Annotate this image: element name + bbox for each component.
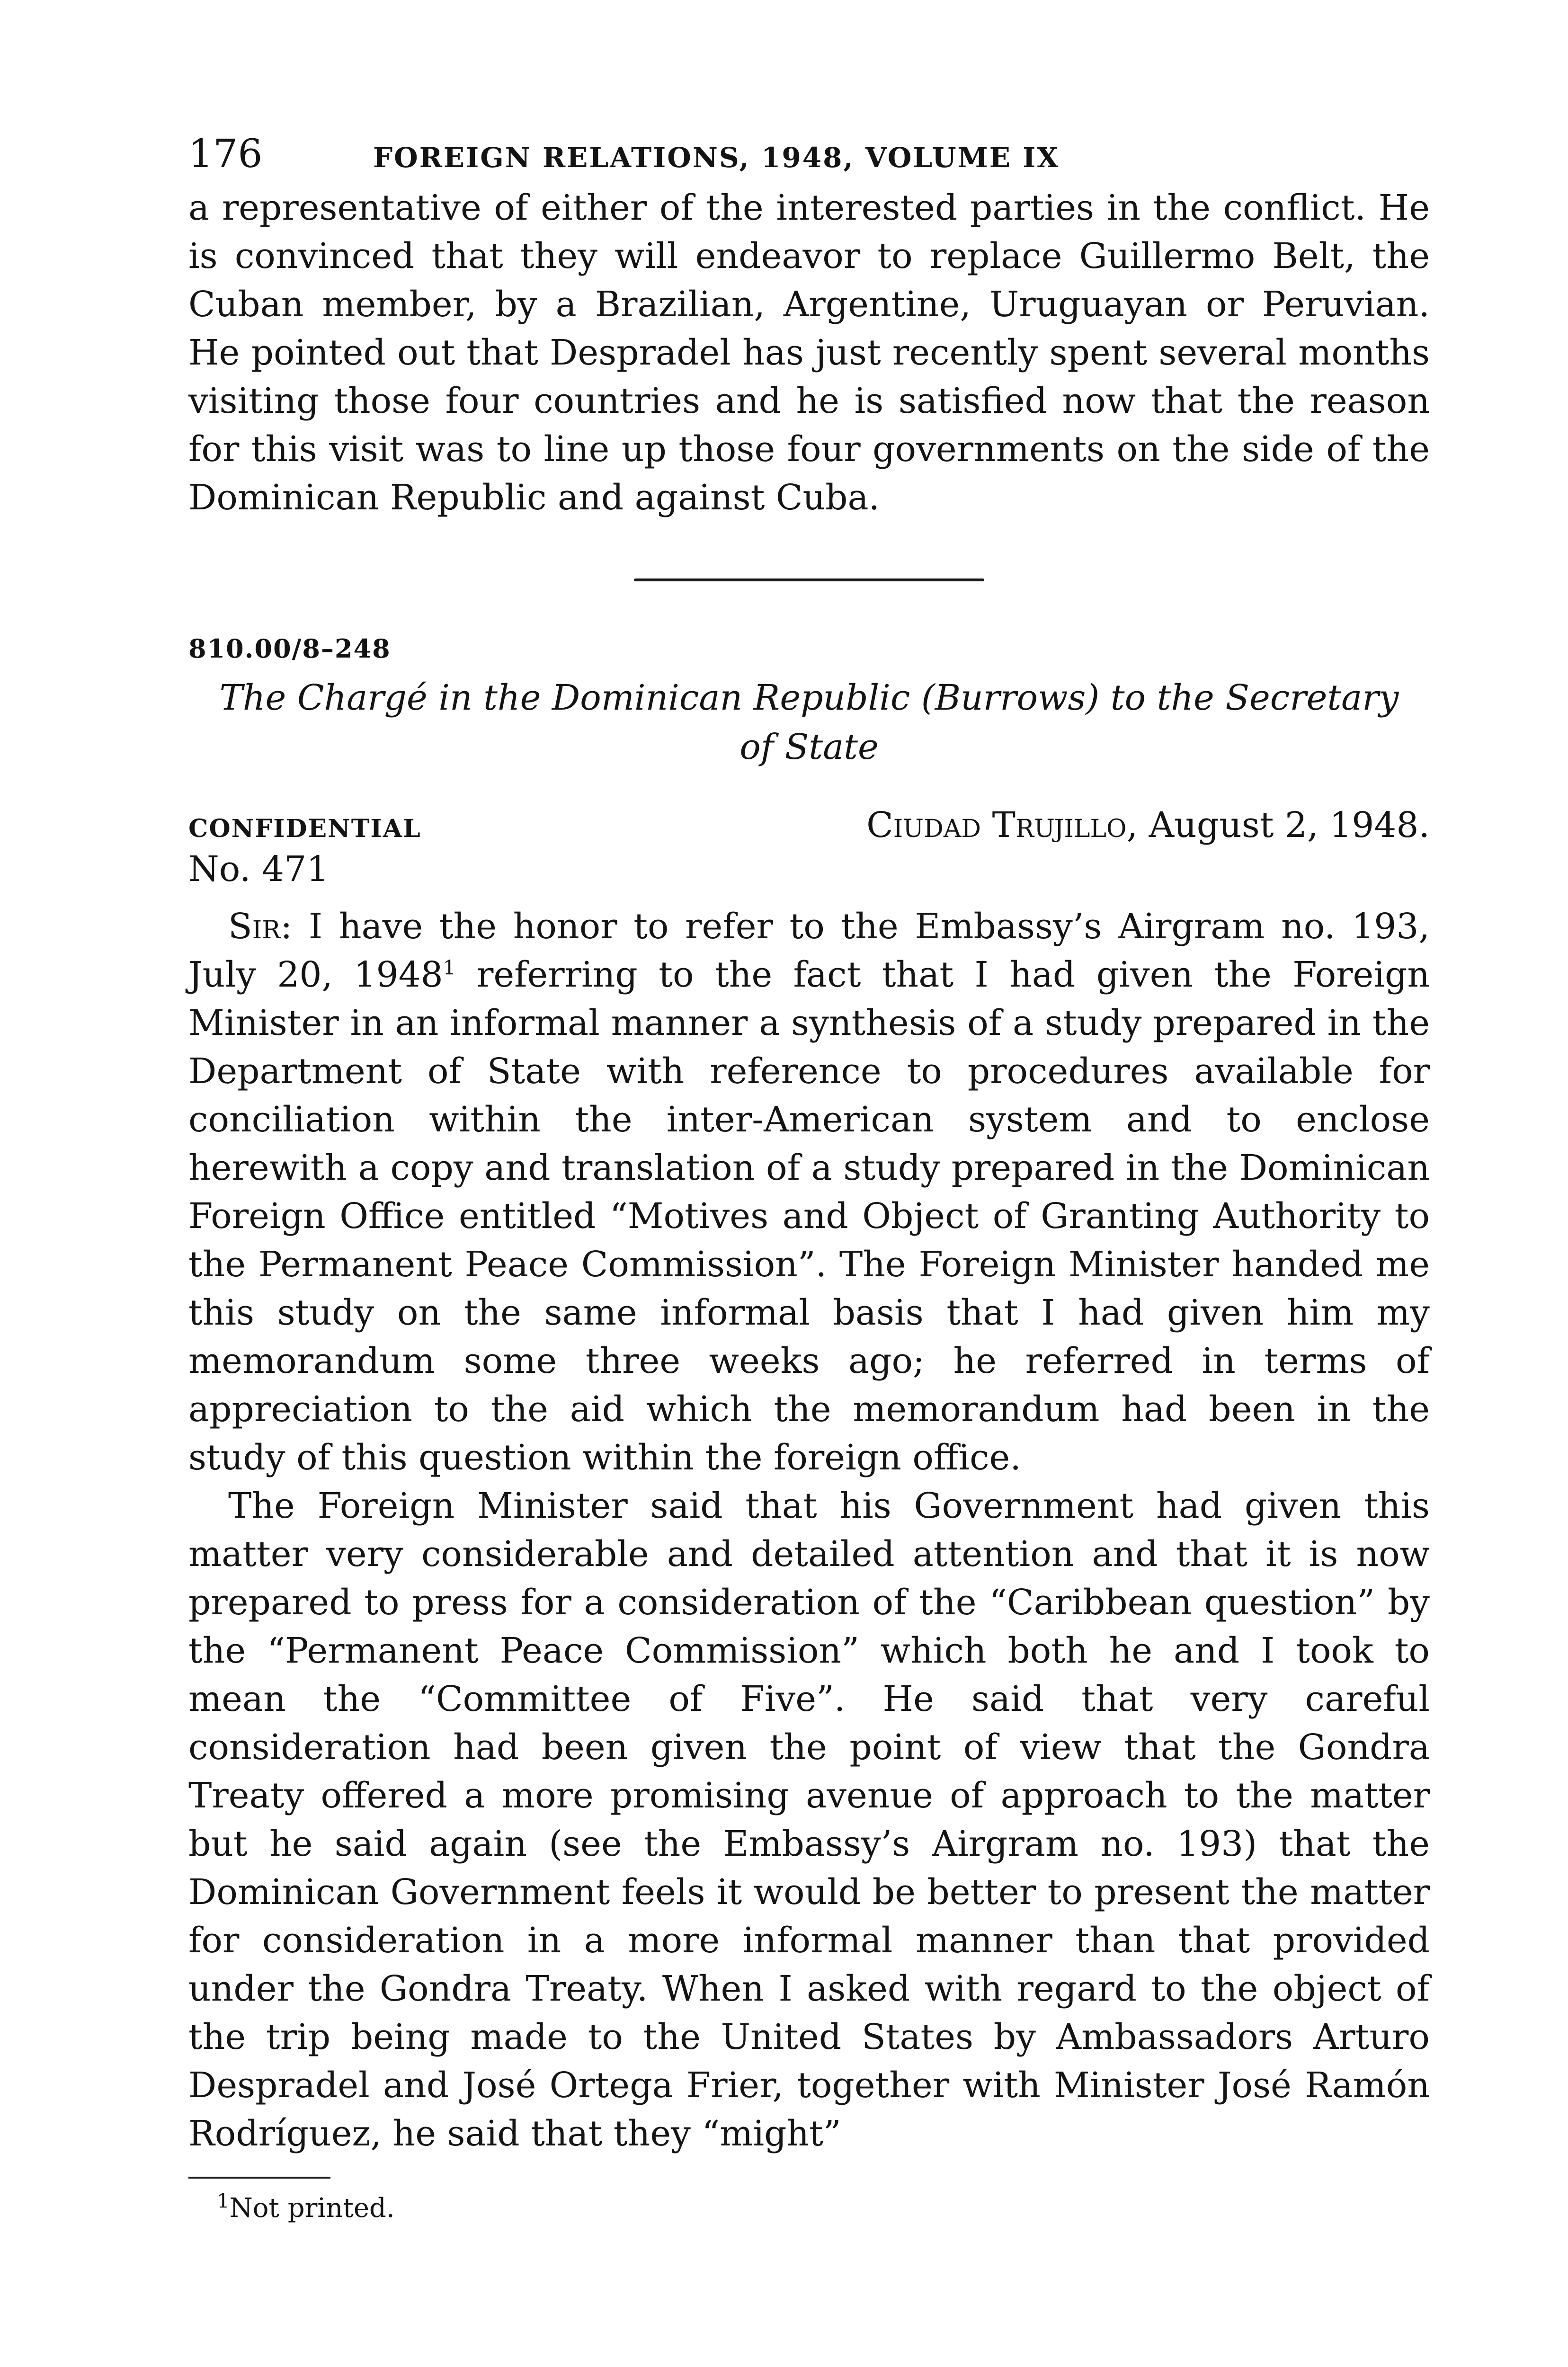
footnote-marker: 1: [217, 2189, 230, 2213]
dateline-place: Ciudad Trujillo: [866, 805, 1127, 845]
dateline-date: , August 2, 1948.: [1126, 805, 1430, 845]
file-number: 810.00/8–248: [188, 633, 391, 664]
paragraph-1-part2: referring to the fact that I had given the Foreign Minister in an informal manner a synthesis of a study prepared in the Department of State with reference to procedures available for conciliation within the inter-American system and to enclose herewith a copy and translation of a study prepared in the Dominican Foreign Office entitled “Motives and Object of Granting Authority to the Permanent Peace Commission”. The Foreign Minister handed me this study on the same informal basis that I had given him my memorandum some three weeks ago; he referred in terms of appreciation to the aid which the memorandum had been in the study of this question within the foreign office.: [188, 954, 1430, 1478]
page-number: 176: [188, 132, 263, 177]
body-paragraph-2: The Foreign Minister said that his Government had given this matter very considerable and detailed attention and that it is now prepared to press for a consideration of the “Caribbean question” by the “Permanent Peace Commission” which both he and I took to mean the “Committee of Five”. He said that very careful consideration had been given the point of view that the Gondra Treaty offered a more promising avenue of approach to the matter but he said again (see the Embassy’s Airgram no. 193) that the Dominican Government feels it would be better to present the matter for consideration in a more informal manner than that provided under the Gondra Treaty. When I asked with regard to the object of the trip being made to the United States by Ambassadors Arturo Despradel and José Ortega Frier, together with Minister José Ramón Rodríguez, he said that they “might”: [188, 1486, 1430, 2154]
body-paragraph-1: [188, 902, 1430, 1482]
dateline: [866, 805, 1430, 845]
footnote-divider: [188, 2177, 330, 2179]
document-title: [188, 673, 1430, 772]
document-title-line1: The Chargé in the Dominican Republic (Burrows) to the Secretary: [219, 677, 1399, 718]
running-head: [188, 132, 1430, 184]
document-number: No. 471: [188, 849, 329, 890]
footnote-reference: 1: [443, 956, 456, 979]
document-page: [188, 132, 1430, 2224]
classification-label: CONFIDENTIAL: [188, 814, 421, 843]
running-title: FOREIGN RELATIONS, 1948, VOLUME IX: [373, 142, 1060, 174]
continuation-paragraph: a representative of either of the interested parties in the conflict. He is convinced that they will endeavor to replace Guillermo Belt, the Cuban member, by a Brazilian, Argentine, Uruguayan or Peruvian. He pointed out that Despradel has just recently spent several months visiting those four countries and he is satisfied now that the reason for this visit was to line up those four governments on the side of the Dominican Republic and against Cuba.: [188, 187, 1430, 518]
footnote: [188, 2189, 1430, 2224]
paragraph-1-part1: : I have the honor to refer to the Embassy’s Airgram no. 193, July 20, 1948: [188, 906, 1430, 995]
section-divider: [634, 578, 984, 581]
salutation: Sir: [228, 906, 281, 947]
document-title-line2: of State: [739, 727, 879, 767]
dateline-row: [188, 805, 1430, 845]
footnote-text: Not printed.: [229, 2193, 395, 2224]
